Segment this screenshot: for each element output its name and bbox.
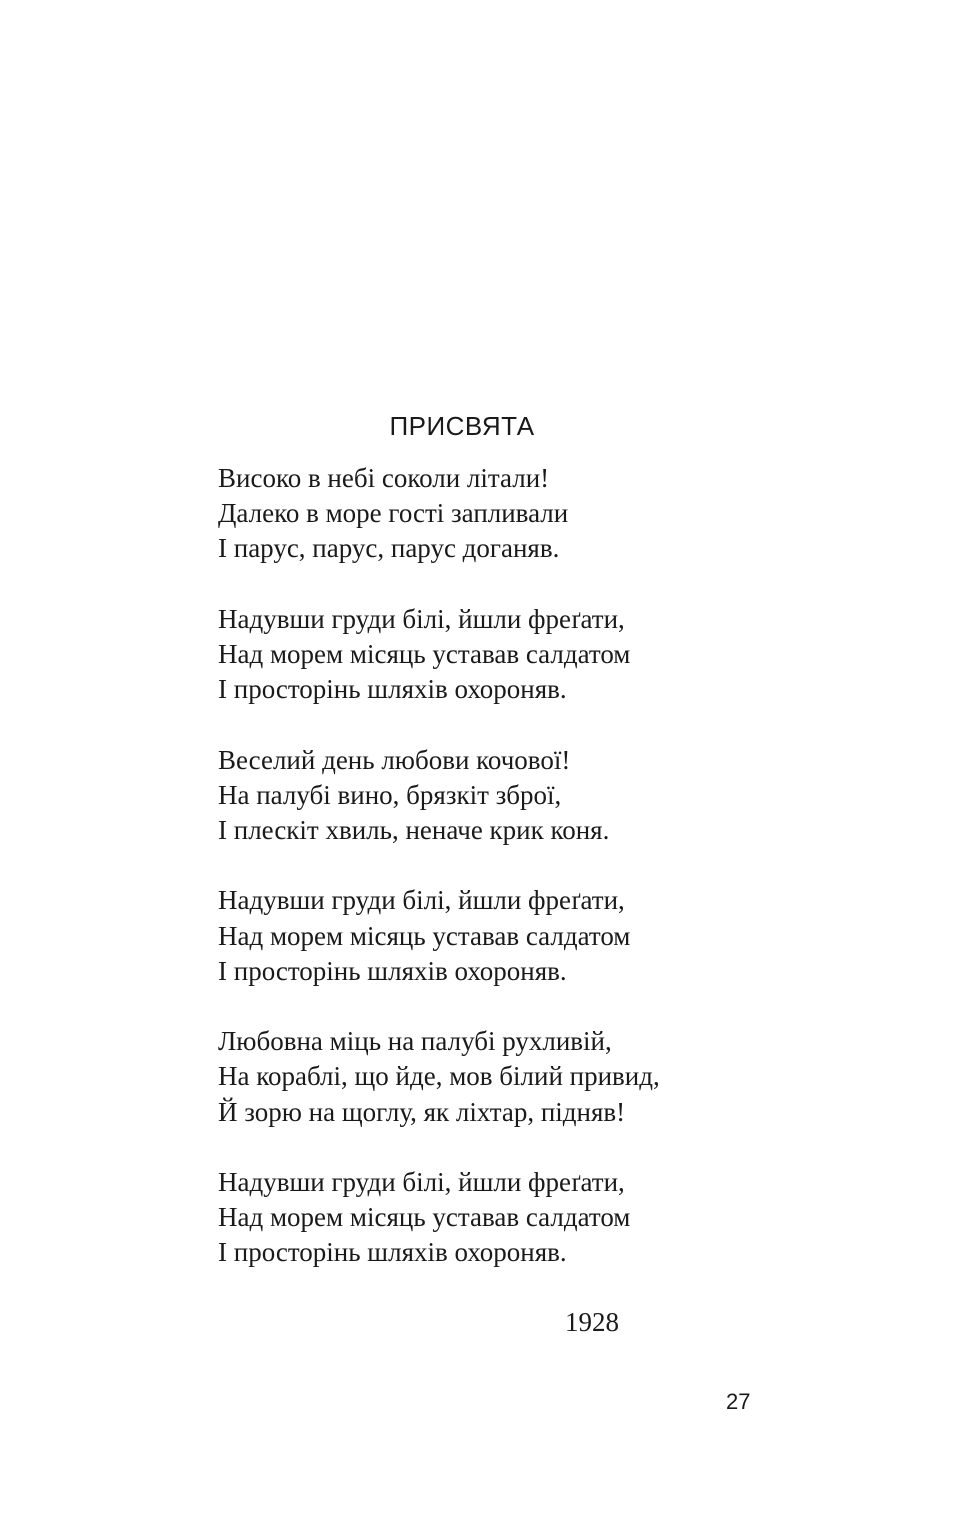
stanza-4 xyxy=(218,883,858,989)
page-number: 27 xyxy=(726,1389,751,1414)
stanza-3 xyxy=(218,743,858,849)
poem-line: Над морем місяць уставав салдатом xyxy=(218,1202,631,1233)
poem-line: Далеко в море гості запливали xyxy=(218,498,569,529)
poem-line: І просторінь шляхів охороняв. xyxy=(218,955,567,986)
poem-line: Над морем місяць уставав салдатом xyxy=(218,920,631,951)
poem-line: Й зорю на щоглу, як ліхтар, підняв! xyxy=(218,1096,626,1127)
poem-title: ПРИСВЯТА xyxy=(389,411,535,441)
poem-line: Надувши груди білі, йшли фреґати, xyxy=(218,885,625,916)
poem-line: І плескіт хвиль, неначе крик коня. xyxy=(218,815,610,845)
poem-line: І просторінь шляхів охороняв. xyxy=(218,1237,567,1268)
poem-body xyxy=(218,461,858,1306)
poem-date: 1928 xyxy=(565,1307,619,1337)
poem-line: Надувши груди білі, йшли фреґати, xyxy=(218,603,625,634)
poem-line: Любовна міць на палубі рухливій, xyxy=(218,1026,612,1057)
poem-line: Над морем місяць уставав салдатом xyxy=(218,639,631,669)
poem-line: Веселий день любови кочової! xyxy=(218,744,571,775)
poem-line: Надувши груди білі, йшли фреґати, xyxy=(218,1166,625,1197)
stanza-1 xyxy=(218,461,858,567)
poem-line: І просторінь шляхів охороняв. xyxy=(218,674,567,705)
poem-line: На палубі вино, брязкіт зброї, xyxy=(218,779,562,810)
poem-line: І парус, парус, парус доганяв. xyxy=(218,533,560,564)
stanza-5 xyxy=(218,1024,858,1130)
poem-line: На кораблі, що йде, мов білий привид, xyxy=(218,1061,660,1092)
poem-line: Високо в небі соколи літали! xyxy=(218,463,550,493)
stanza-2 xyxy=(218,602,858,708)
stanza-6 xyxy=(218,1165,858,1271)
